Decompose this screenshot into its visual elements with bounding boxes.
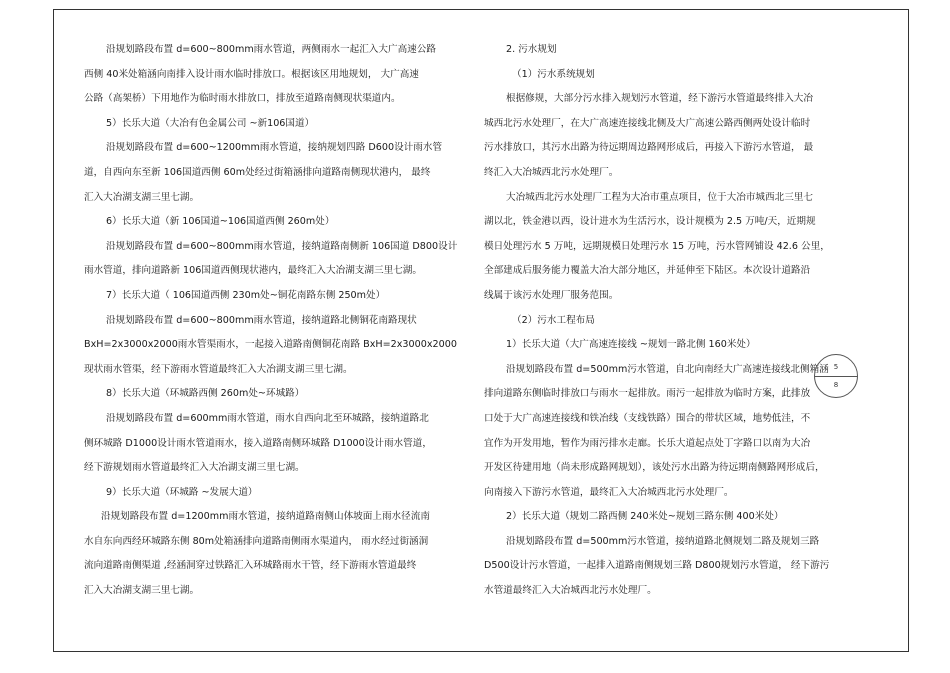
paragraph-line: 6）长乐大道（新 106国道~106国道西侧 260m处）	[106, 216, 335, 228]
paragraph-line: 沿规划路段布置 d=1200mm雨水管道，接纳道路南侧山体坡面上雨水径流南	[101, 511, 430, 523]
paragraph-line: 雨水管道，排向道路新 106国道西侧现状港内，最终汇入大冶湖支湖三里七湖。	[84, 265, 422, 277]
paragraph-line: 2）长乐大道（规划二路西侧 240米处~规划三路东侧 400米处）	[506, 511, 784, 523]
paragraph-line: 汇入大冶湖支湖三里七湖。	[84, 191, 200, 203]
paragraph-line: 湖以北，铁金港以西，设计进水为生活污水，设计规模为 2.5 万吨/天，近期规	[484, 216, 816, 228]
paragraph-line: 排向道路东侧临时排放口与雨水一起排放。雨污一起排放为临时方案，此排放	[484, 388, 811, 400]
paragraph-line: 沿规划路段布置 d=600~1200mm雨水管道，接纳规划四路 D600设计雨水管	[106, 142, 443, 154]
paragraph-line: 水自东向西经环城路东侧 80m处箱涵排向道路南侧雨水渠道内， 雨水经过街涵洞	[84, 535, 429, 547]
paragraph-line: 侧环城路 D1000设计雨水管道雨水，接入道路南侧环城路 D1000设计雨水管道，	[84, 437, 432, 449]
paragraph-line: 口处于大广高速连接线和铁冶线（支线铁路）围合的带状区域，地势低洼，不	[484, 412, 811, 424]
paragraph-line: 污水排放口，其污水出路为待远期周边路网形成后，再接入下游污水管道， 最	[484, 142, 814, 154]
paragraph-line: 城西北污水处理厂，在大广高速连接线北侧及大广高速公路西侧两处设计临时	[484, 117, 811, 129]
paragraph-line: 2. 污水规划	[506, 44, 557, 55]
paragraph-line: （1）污水系统规划	[512, 68, 595, 80]
stamp-top-number: 5	[833, 363, 839, 371]
paragraph-line: 大冶城西北污水处理厂工程为大冶市重点项目，位于大冶市城西北三里七	[506, 191, 813, 203]
paragraph-line: D500设计污水管道，一起排入道路南侧规划三路 D800规划污水管道， 经下游污	[484, 560, 830, 572]
stamp-divider	[815, 376, 857, 377]
paragraph-line: 沿规划路段布置 d=500mm污水管道，自北向南经大广高速连接线北侧箱涵	[506, 363, 829, 375]
paragraph-line: 水管道最终汇入大冶城西北污水处理厂。	[484, 585, 657, 597]
paragraph-line: 8）长乐大道（环城路西侧 260m处~环城路）	[106, 388, 305, 400]
paragraph-line: 开发区待建用地（尚未形成路网规划），该处污水出路为待远期南侧路网形成后，	[484, 462, 825, 474]
paragraph-line: 终汇入大冶城西北污水处理厂。	[484, 166, 619, 178]
paragraph-line: 经下游规划雨水管道最终汇入大冶湖支湖三里七湖。	[84, 462, 305, 474]
paragraph-line: 5）长乐大道（大冶有色金属公司 ~新106国道）	[106, 117, 315, 129]
paragraph-line: 9）长乐大道（环城路 ~发展大道）	[106, 486, 258, 498]
right-text-column	[484, 38, 876, 604]
left-text-column	[84, 38, 476, 604]
paragraph-line: 沿规划路段布置 d=600~800mm雨水管道，接纳道路南侧新 106国道 D800设计	[106, 240, 458, 252]
stamp-bottom-number: 8	[833, 381, 839, 389]
paragraph-line: 全部建成后服务能力覆盖大冶大部分地区，并延伸至下陆区。本次设计道路沿	[484, 265, 811, 277]
paragraph-line: 西侧 40米处箱涵向南排入设计雨水临时排放口。根据该区用地规划， 大广高速	[84, 68, 419, 80]
paragraph-line: BxH=2x3000x2000雨水管渠雨水，一起接入道路南侧铜花南路 BxH=2x3000x2000	[84, 339, 457, 351]
paragraph-line: 现状雨水管渠，经下游雨水管道最终汇入大冶湖支湖三里七湖。	[84, 363, 353, 375]
paragraph-line: 根据修规，大部分污水排入规划污水管道，经下游污水管道最终排入大冶	[506, 93, 813, 105]
paragraph-line: 宜作为开发用地，暂作为雨污排水走廊。长乐大道起点处丁字路口以南为大冶	[484, 437, 811, 449]
paragraph-line: 流向道路南侧渠道 ,经涵洞穿过铁路汇入环城路雨水干管，经下游雨水管道最终	[84, 560, 417, 572]
paragraph-line: 道，自西向东至新 106国道西侧 60m处经过街箱涵排向道路南侧现状港内， 最终	[84, 166, 431, 178]
paragraph-line: 线属于该污水处理厂服务范围。	[484, 289, 619, 301]
paragraph-line: （2）污水工程布局	[512, 314, 595, 326]
paragraph-line: 公路（高架桥）下用地作为临时雨水排放口，排放至道路南侧现状渠道内。	[84, 93, 401, 105]
paragraph-line: 模日处理污水 5 万吨，远期规模日处理污水 15 万吨，污水管网铺设 42.6 公里，	[484, 240, 830, 252]
paragraph-line: 沿规划路段布置 d=500mm污水管道，接纳道路北侧规划二路及规划三路	[506, 535, 820, 547]
paragraph-line: 1）长乐大道（大广高速连接线 ~规划一路北侧 160米处）	[506, 339, 756, 351]
paragraph-line: 汇入大冶湖支湖三里七湖。	[84, 585, 200, 597]
paragraph-line: 沿规划路段布置 d=600mm雨水管道，雨水自西向北至环城路，接纳道路北	[106, 412, 429, 424]
paragraph-line: 向南接入下游污水管道，最终汇入大冶城西北污水处理厂。	[484, 486, 734, 498]
paragraph-line: 7）长乐大道（ 106国道西侧 230m处~铜花南路东侧 250m处）	[106, 289, 386, 301]
page-number-stamp	[814, 354, 858, 398]
paragraph-line: 沿规划路段布置 d=600~800mm雨水管道，接纳道路北侧铜花南路现状	[106, 314, 417, 326]
paragraph-line: 沿规划路段布置 d=600~800mm雨水管道，两侧雨水一起汇入大广高速公路	[106, 44, 436, 55]
